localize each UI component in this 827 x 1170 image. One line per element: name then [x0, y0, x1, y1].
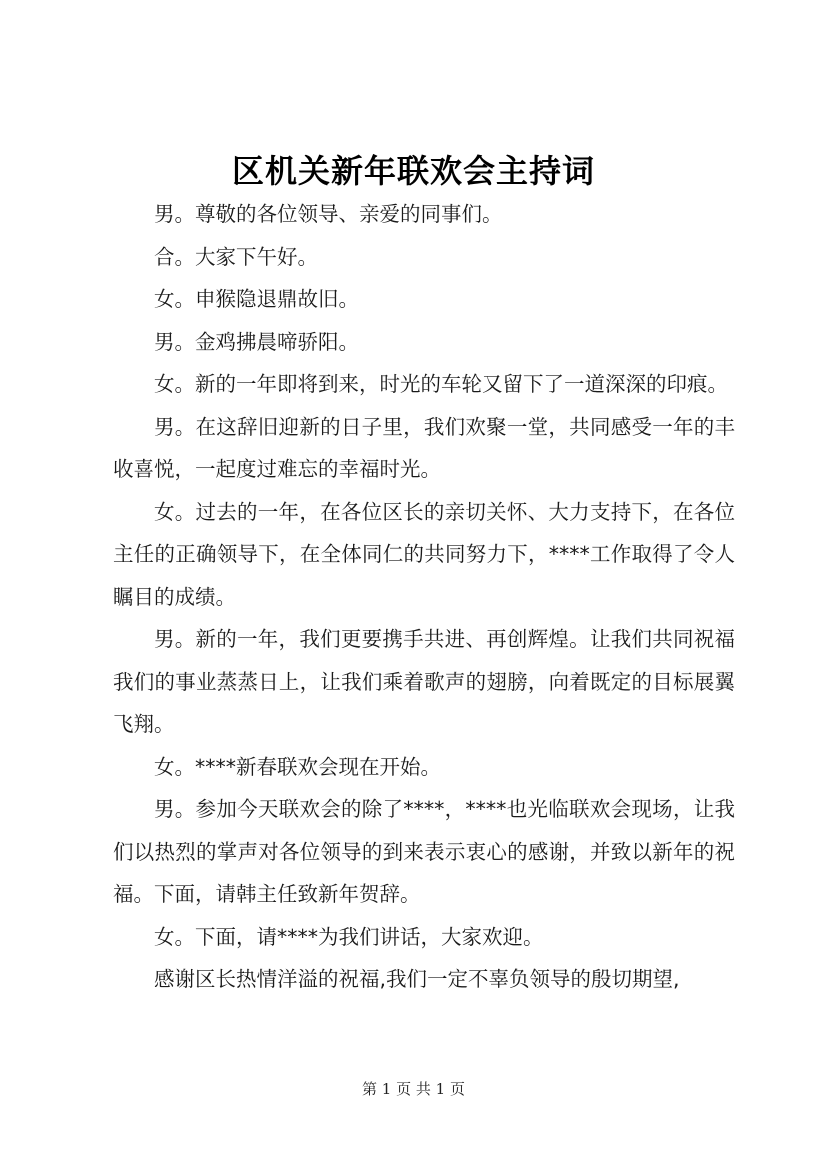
paragraph: 男。参加今天联欢会的除了****，****也光临联欢会现场，让我们以热烈的掌声对各位领导的到来表示衷心的感谢，并致以新年的祝福。下面，请韩主任致新年贺辞。 [113, 797, 735, 906]
paragraph: 女。****新春联欢会现在开始。 [154, 754, 441, 779]
paragraph: 女。过去的一年，在各位区长的亲切关怀、大力支持下，在各位主任的正确领导下，在全体同仁的共同努力下，****工作取得了令人瞩目的成绩。 [113, 499, 735, 609]
document-body [113, 193, 735, 1001]
paragraph: 女。新的一年即将到来，时光的车轮又留下了一道深深的印痕。 [154, 372, 728, 396]
paragraph: 女。下面，请****为我们讲话，大家欢迎。 [154, 924, 544, 949]
paragraph: 男。金鸡拂晨啼骄阳。 [154, 329, 359, 354]
page-footer: 第 1 页 共 1 页 [362, 1080, 465, 1098]
paragraph: 女。申猴隐退鼎故旧。 [154, 287, 359, 311]
document-title: 区机关新年联欢会主持词 [231, 152, 595, 190]
paragraph: 感谢区长热情洋溢的祝福,我们一定不辜负领导的殷切期望, [154, 967, 680, 991]
paragraph: 合。大家下午好。 [154, 244, 318, 269]
paragraph: 男。新的一年，我们更要携手共进、再创辉煌。让我们共同祝福我们的事业蒸蒸日上，让我们乘着歌声的翅膀，向着既定的目标展翼飞翔。 [113, 627, 735, 736]
paragraph: 男。在这辞旧迎新的日子里，我们欢聚一堂，共同感受一年的丰收喜悦，一起度过难忘的幸福时光。 [113, 414, 735, 481]
paragraph: 男。尊敬的各位领导、亲爱的同事们。 [154, 202, 503, 226]
